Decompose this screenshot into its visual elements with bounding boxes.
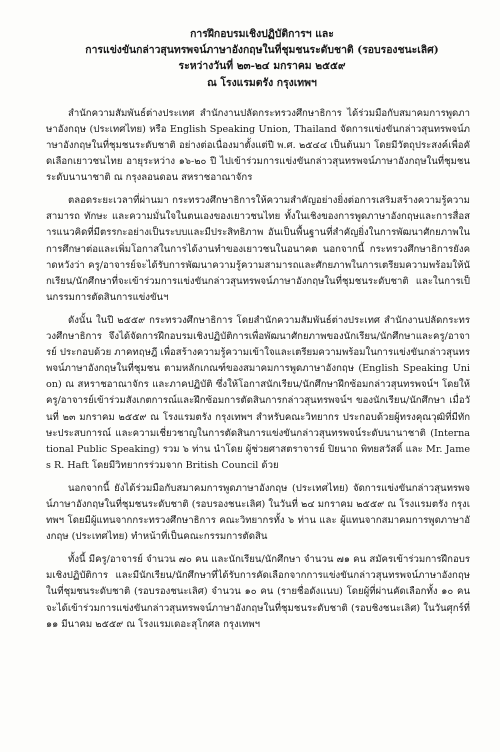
- paragraph-importance: ตลอดระยะเวลาที่ผ่านมา กระทรวงศึกษาธิการให้ความสำคัญอย่างยิ่งต่อการเสริมสร้างความรู้ความสามารถ ทักษะ และความมั่นใจในตนเองของเยาวชนไทย ทั้งในเชิงของการพูดภาษาอังกฤษและการสื่อสารแนวคิดที่มีตรรกะอย่างเป็นระบบและมีประสิทธิภาพ อันเป็นพื้นฐานที่สำคัญยิ่งในการพัฒนาศักยภาพในการศึกษาต่อและเพิ่มโอกาสในการได้งานทำของเยาวชนในอนาคต นอกจากนี้ กระทรวงศึกษาธิการยังคาดหวังว่า ครู/อาจารย์จะได้รับการพัฒนาความรู้ความสามารถและศักยภาพในการเตรียมความพร้อมให้นักเรียน/นักศึกษาที่จะเข้าร่วมการแข่งขันกล่าวสุนทรพจน์ภาษาอังกฤษในที่ชุมชนระดับชาติ และในการเป็นกรรมการตัดสินการแข่งขันฯ: [46, 195, 470, 303]
- paragraph-participants: ทั้งนี้ มีครู/อาจารย์ จำนวน ๗๐ คน และนักเรียน/นักศึกษา จำนวน ๗๑ คน สมัครเข้าร่วมการฝึกอบรมเชิงปฏิบัติการ และมีนักเรียน/นักศึกษาที่ได้รับการคัดเลือกจากการแข่งขันกล่าวสุนทรพจน์ภาษาอังกฤษในที่ชุมชนระดับชาติ (รอบรองชนะเลิศ) จำนวน ๑๐ คน (รายชื่อดังแนบ) โดยผู้ที่ผ่านคัดเลือกทั้ง ๑๐ คน จะได้เข้าร่วมการแข่งขันกล่าวสุนทรพจน์ภาษาอังกฤษในที่ชุมชนระดับชาติ (รอบชิงชนะเลิศ) ในวันศุกร์ที่ ๑๑ มีนาคม ๒๕๕๙ ณ โรงแรมเดอะสุโกศล กรุงเทพฯ: [46, 554, 470, 630]
- header-line-1: การฝึกอบรมเชิงปฏิบัติการฯ และ: [190, 28, 334, 40]
- paragraph-intro: สำนักความสัมพันธ์ต่างประเทศ สำนักงานปลัดกระทรวงศึกษาธิการ ได้ร่วมมือกับสมาคมการพูดภาษาอังกฤษ (ประเทศไทย) หรือ English Speaking Union, Thailand จัดการแข่งขันกล่าวสุนทรพจน์ภาษาอังกฤษในที่ชุมชนระดับชาติ อย่างต่อเนื่องมาตั้งแต่ปี พ.ศ. ๒๕๔๔ เป็นต้นมา โดยมีวัตถุประสงค์เพื่อคัดเลือกเยาวชนไทย อายุระหว่าง ๑๖-๒๐ ปี ไปเข้าร่วมการแข่งขันกล่าวสุนทรพจน์ภาษาอังกฤษในที่ชุมชนระดับนานาชาติ ณ กรุงลอนดอน สหราชอาณาจักร: [46, 107, 470, 184]
- header-line-3: ระหว่างวันที่ ๒๓-๒๔ มกราคม ๒๕๕๙: [178, 60, 346, 73]
- document-body: [46, 106, 470, 633]
- paragraph-competition: นอกจากนี้ ยังได้ร่วมมือกับสมาคมการพูดภาษาอังกฤษ (ประเทศไทย) จัดการแข่งขันกล่าวสุนทรพจน์ภาษาอังกฤษในที่ชุมชนระดับชาติ (รอบรองชนะเลิศ) ในวันที่ ๒๔ มกราคม ๒๕๕๙ ณ โรงแรมตรัง กรุงเทพฯ โดยมีผู้แทนจากกระทรวงศึกษาธิการ คณะวิทยากรทั้ง ๖ ท่าน และ ผู้แทนจากสมาคมการพูดภาษาอังกฤษ (ประเทศไทย) ทำหน้าที่เป็นคณะกรรมการตัดสิน: [46, 482, 470, 543]
- header-line-2: การแข่งขันกล่าวสุนทรพจน์ภาษาอังกฤษในที่ชุมชนระดับชาติ (รอบรองชนะเลิศ): [85, 44, 439, 57]
- header-line-4: ณ โรงแรมตรัง กรุงเทพฯ: [207, 76, 317, 89]
- document-header: [54, 26, 470, 91]
- paragraph-training: ดังนั้น ในปี ๒๕๕๙ กระทรวงศึกษาธิการ โดยสำนักความสัมพันธ์ต่างประเทศ สำนักงานปลัดกระทรวงศึกษาธิการ จึงได้จัดการฝึกอบรมเชิงปฏิบัติการเพื่อพัฒนาศักยภาพของนักเรียน/นักศึกษาและครู/อาจารย์ ประกอบด้วย ภาคทฤษฎี เพื่อสร้างความรู้ความเข้าใจและเตรียมความพร้อมในการแข่งขันกล่าวสุนทรพจน์ภาษาอังกฤษในที่ชุมชน ตามหลักเกณฑ์ของสมาคมการพูดภาษาอังกฤษ (English Speaking Union) ณ สหราชอาณาจักร และภาคปฏิบัติ ซึ่งให้โอกาสนักเรียน/นักศึกษาฝึกซ้อมกล่าวสุนทรพจน์ฯ โดยให้ครู/อาจารย์เข้าร่วมสังเกตการณ์และฝึกซ้อมการตัดสินการกล่าวสุนทรพจน์ฯ ของนักเรียน/นักศึกษา เมื่อวันที่ ๒๓ มกราคม ๒๕๕๙ ณ โรงแรมตรัง กรุงเทพฯ สำหรับคณะวิทยากร ประกอบด้วยผู้ทรงคุณวุฒิที่มีทักษะประสบการณ์ และความเชี่ยวชาญในการตัดสินการแข่งขันกล่าวสุนทรพจน์ระดับนานาชาติ (International Public Speaking) รวม ๖ ท่าน นำโดย ผู้ช่วยศาสตราจารย์ ปิยนาถ พิทยสวัสดิ์ และ Mr. James R. Haft โดยมีวิทยากรร่วมจาก British Council ด้วย: [46, 314, 470, 471]
